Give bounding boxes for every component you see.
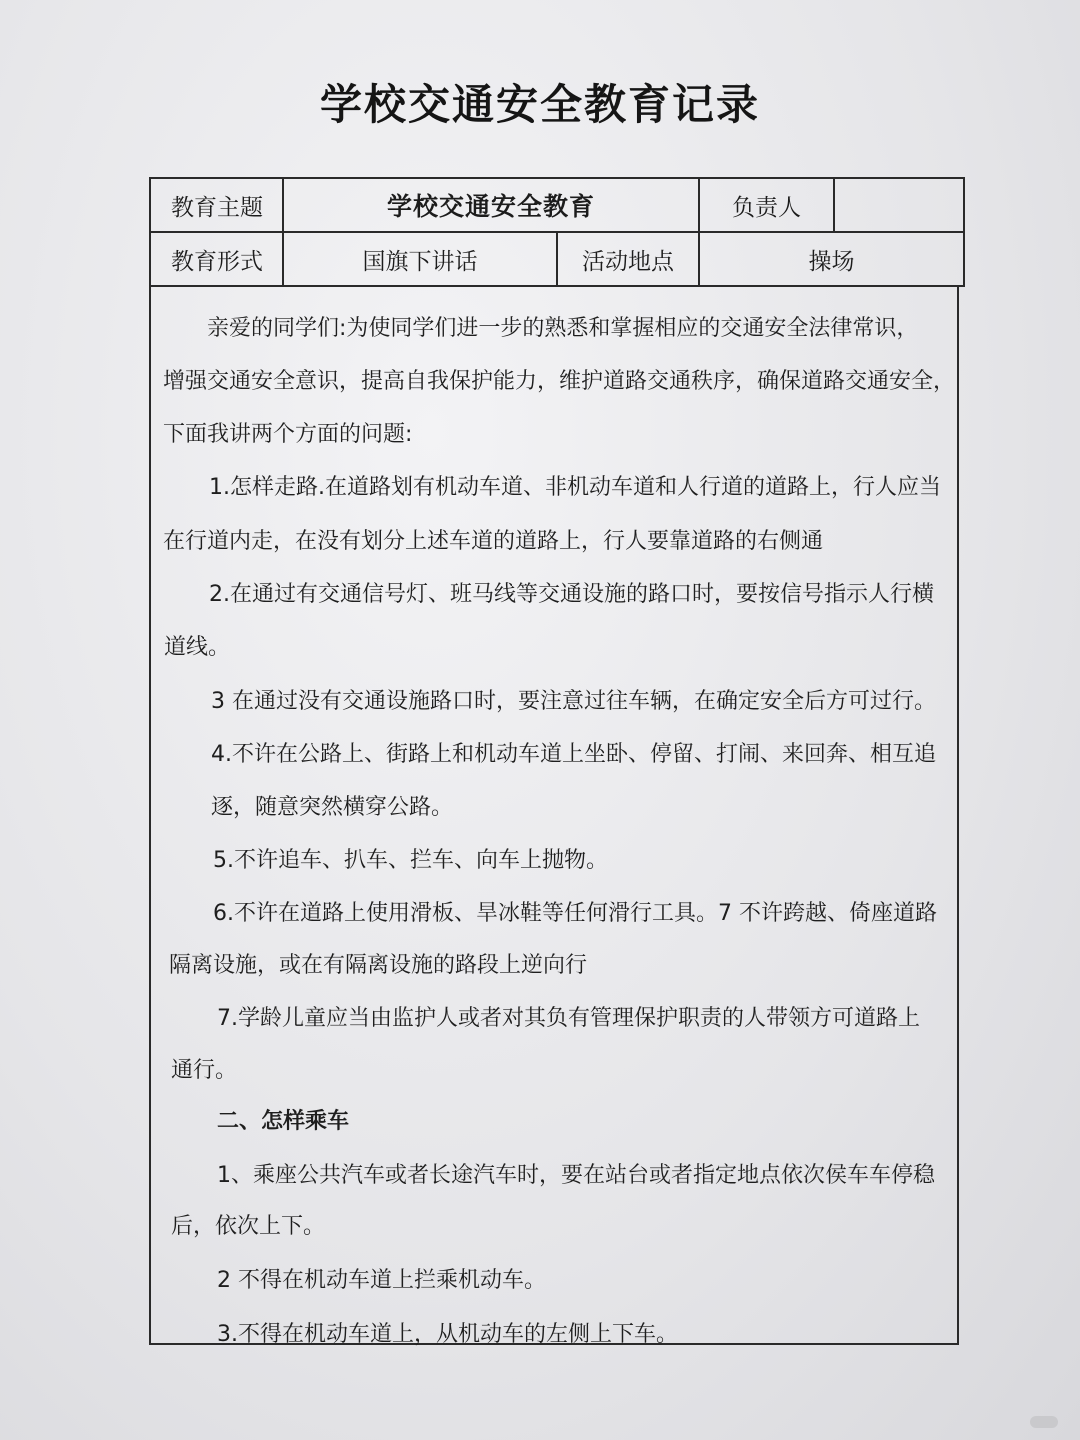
form-value: 国旗下讲话 <box>283 232 557 286</box>
place-value: 操场 <box>699 232 964 286</box>
info-row-form <box>150 232 964 286</box>
info-row-theme <box>150 178 964 232</box>
body-line: 3 在通过没有交通设施路口时，要注意过往车辆，在确定安全后方可过行。 <box>211 689 936 714</box>
body-line: 增强交通安全意识，提高自我保护能力，维护道路交通秩序，确保道路交通安全， <box>163 369 956 394</box>
body-line: 2.在通过有交通信号灯、班马线等交通设施的路口时，要按信号指示人行横 <box>209 582 934 607</box>
theme-label: 教育主题 <box>150 178 283 232</box>
body-line: 隔离设施，或在有隔离设施的路段上逆向行 <box>169 953 588 978</box>
body-line: 在行道内走，在没有划分上述车道的道路上，行人要靠道路的右侧通 <box>163 529 824 554</box>
body-line: 2 不得在机动车道上拦乘机动车。 <box>217 1268 546 1293</box>
body-line: 后，依次上下。 <box>171 1214 326 1239</box>
body-line: 1.怎样走路.在道路划有机动车道、非机动车道和人行道的道路上，行人应当 <box>209 475 941 500</box>
place-label: 活动地点 <box>557 232 699 286</box>
document-title: 学校交通安全教育记录 <box>319 80 760 129</box>
body-line: 6.不许在道路上使用滑板、旱冰鞋等任何滑行工具。7 不许跨越、倚座道路 <box>213 901 937 926</box>
body-line: 下面我讲两个方面的问题: <box>163 422 413 447</box>
body-line: 3.不得在机动车道上，从机动车的左侧上下车。 <box>217 1322 678 1347</box>
theme-value: 学校交通安全教育 <box>283 178 699 232</box>
content-box <box>149 287 959 1345</box>
info-table <box>149 177 965 287</box>
section-heading: 二、怎样乘车 <box>217 1109 350 1134</box>
body-line: 道线。 <box>164 635 231 660</box>
body-line: 1、乘座公共汽车或者长途汽车时，要在站台或者指定地点依次侯车车停稳 <box>217 1163 935 1188</box>
body-line: 7.学龄儿童应当由监护人或者对其负有管理保护职责的人带领方可道路上 <box>217 1006 920 1031</box>
person-label: 负责人 <box>699 178 834 232</box>
body-line: 亲爱的同学们:为使同学们进一步的熟悉和掌握相应的交通安全法律常识， <box>207 316 919 341</box>
form-label: 教育形式 <box>150 232 283 286</box>
corner-mark <box>1030 1416 1058 1428</box>
body-line: 5.不许追车、扒车、拦车、向车上抛物。 <box>213 848 608 873</box>
body-line: 逐，随意突然横穿公路。 <box>211 795 454 820</box>
body-line: 通行。 <box>171 1058 238 1083</box>
person-value <box>834 178 964 232</box>
body-line: 4.不许在公路上、街路上和机动车道上坐卧、停留、打闹、来回奔、相互追 <box>211 742 936 767</box>
